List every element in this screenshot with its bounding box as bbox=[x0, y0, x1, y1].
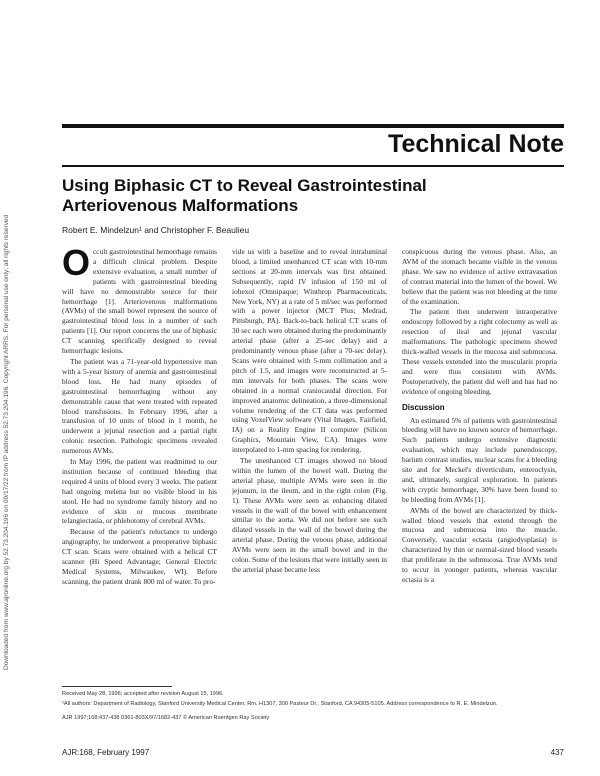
section-label: Technical Note bbox=[388, 130, 564, 158]
paragraph: An estimated 5% of patients with gastrointestinal bleeding will have no known source of hemorrhage. Such patients undergo extensive diagnostic evaluation, which may include panendoscopy, barium contrast studies, nuclear scans for a bleeding site and for Meckel's diverticulum, enteroclysis, and, ultimately, surgical exploration. In patients with cryptic hemorrhage, 30% have been found to be bleeding from AVMs [1]. bbox=[402, 415, 557, 504]
drop-cap: O bbox=[62, 242, 91, 283]
download-notice-text: Downloaded from www.ajronline.org by 52.73.204.196 on 09/17/22 from IP address 52.73.204.196. Copyright ARRS. For personal use only; all rights reserved bbox=[3, 214, 10, 670]
journal-footer: AJR:168, February 1997 bbox=[62, 748, 150, 757]
paragraph: conspicuous during the venous phase. Also, an AVM of the stomach became visible in the venous phase. We saw no evidence of active extravasation of contrast material into the lumen of the bowel. We believe that the patient was not bleeding at the time of the examination. bbox=[402, 247, 557, 306]
paragraph: The patient was a 71-year-old hypertensive man with a 5-year history of anemia and gastrointestinal blood loss. He had many episodes of gastrointestinal hemorrhaging without any demonstrable cause that were treated with repeated blood transfusions. In February 1996, after a transfusion of 10 units of blood in 1 month, he underwent a jejunal resection and a partial right colonic resection. Pathologic specimens revealed numerous AVMs. bbox=[62, 356, 217, 456]
footnote-received: Received May 28, 1996; accepted after revision August 15, 1996. bbox=[62, 691, 224, 697]
footnote-citation: AJR 1997;168:437-438 0361-803X/97/1682-437 © American Roentgen Ray Society bbox=[62, 715, 270, 721]
paragraph: AVMs of the bowel are characterized by thick-walled blood vessels that extend through the mucosa and submucosa into the muscle. Conversely, vascular ectasia (angiodysplasia) is characterized by thin or normal-sized blood vessels that proliferate in the submucosa. True AVMs tend to occur in younger patients, whereas vascular ectasia is a bbox=[402, 505, 557, 584]
paragraph: In May 1996, the patient was readmitted to our institution because of continued bleeding that required 4 units of blood every 3 weeks. The patient had ongoing melena but no visible blood in his stool. He had no syndrome family history and no evidence of skin or mucous membrane telangiectasia, or phlebotomy of cerebral AVMs. bbox=[62, 457, 217, 526]
text-column-3 bbox=[402, 247, 557, 586]
top-rule bbox=[62, 124, 564, 128]
section-rule bbox=[62, 165, 564, 167]
article-authors: Robert E. Mindelzun¹ and Christopher F. Beaulieu bbox=[62, 225, 250, 235]
download-notice bbox=[3, 150, 13, 670]
page-number: 437 bbox=[550, 748, 564, 757]
paragraph: vide us with a baseline and to reveal intraluminal blood, a limited unenhanced CT scan with 10-mm sections at 20-mm intervals was first obtained. Subsequently, rapid IV infusion of 150 ml of iohexol (Omnipaque; Winthrop Pharmaceuticals, New York, NY) at a rate of 5 ml/sec was performed with a power injector (MCT Plus; Medrad, Pittsburgh, PA). Back-to-back helical CT scans of 30 sec each were obtained during the predominantly arterial phase (after a 25-sec delay) and a predominantly venous phase (after a 70-sec delay). Scans were obtained with 5-mm collimation and a pitch of 1.5, and images were reconstructed at 5-mm intervals for both phases. The scans were obtained in a normal craniocaudal direction. For improved anatomic delineation, a three-dimensional volume rendering of the CT data was performed using VoxelView software (Vital Images, Fairfield, IA) on a Reality Engine II computer (Silicon Graphics, Mountain View, CA). Images were interpolated to 1-mm spacing for rendering. bbox=[232, 247, 387, 455]
paragraph: Because of the patient's reluctance to undergo angiography, he underwent a preoperative biphasic CT scan. Scans were obtained with a helical CT scanner (Hi Speed Advantage; General Electric Medical Systems, Milwaukee, WI). Before scanning, the patient drank 800 ml of water. To pro- bbox=[62, 527, 217, 586]
paragraph bbox=[62, 242, 217, 356]
footnote-rule bbox=[62, 686, 172, 687]
footnote-affiliation: ¹All authors: Department of Radiology, Stanford University Medical Center, Rm. H1307, 300 Pasteur Dr., Stanford, CA 94305-5105. Address correspondence to R. E. Mindelzun. bbox=[62, 701, 498, 707]
text-column-2 bbox=[232, 247, 387, 576]
paragraph: The unenhanced CT images showed no blood within the lumen of the bowel wall. During the arterial phase, multiple AVMs were seen in the jejunum, in the ileum, and in the right colon (Fig. 1). These AVMs were seen as enhancing dilated vessels in the wall of the bowel with enhancement similar to the aorta. We did not before see such dilated vessels in the wall of the bowel during the arterial phase. During the venous phase, additional AVMs were seen in the small bowel and in the colon. Some of the lesions that were initially seen in the arterial phase became less bbox=[232, 456, 387, 574]
text-column-1 bbox=[62, 242, 217, 588]
paragraph-text: ccult gastrointestinal hemorrhage remains a difficult clinical problem. Despite extensive evaluation, a small number of patients with gastrointestinal bleeding will have no demonstrable source for their hemorrhage [1]. Arteriovenous malformations (AVMs) of the small bowel represent the source of gastrointestinal blood loss in a number of such patients [1]. Our report concerns the use of biphasic CT scanning specifically designed to reveal hemorrhagic lesions. bbox=[62, 247, 217, 356]
discussion-heading: Discussion bbox=[402, 402, 445, 412]
article-title: Using Biphasic CT to Reveal Gastrointestinal Arteriovenous Malformations bbox=[62, 176, 427, 215]
paragraph: The patient then underwent intraoperative endoscopy followed by a right colectomy as well as resection of ileal and jejunal vascular malformations. The pathologic specimens showed thick-walled vessels in the mucosa and submucosa. These vessels extended into the muscularis propria and were thus consistent with AVMs. Postoperatively, the patient did well and has had no evidence of ongoing bleeding. bbox=[402, 307, 557, 396]
